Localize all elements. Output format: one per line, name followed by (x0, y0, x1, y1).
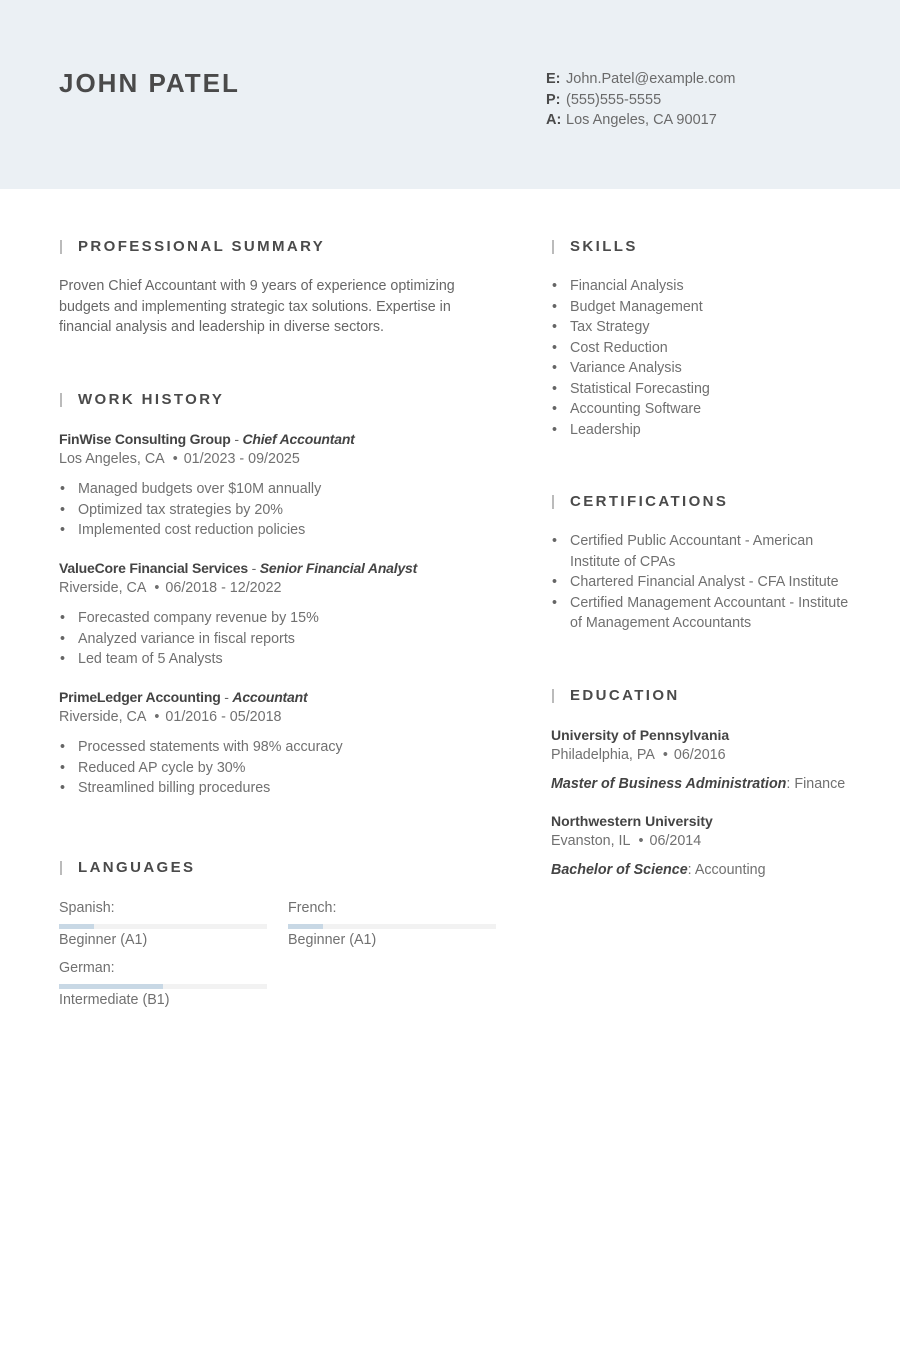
list-item: • Variance Analysis (551, 358, 861, 379)
section-heading (59, 858, 499, 878)
degree-name: Bachelor of Science (551, 862, 688, 878)
separator: - (220, 688, 233, 705)
heading-rule-icon (552, 240, 554, 254)
summary-section (59, 237, 499, 338)
separator: - (230, 430, 243, 447)
certifications-list (551, 531, 861, 634)
heading-text: EDUCATION (570, 686, 680, 704)
heading-rule-icon (60, 240, 62, 254)
languages-section (59, 858, 499, 1010)
job-location: Los Angeles, CA (59, 450, 165, 467)
language-item (59, 898, 267, 950)
job-meta (59, 578, 499, 599)
right-column (551, 237, 861, 881)
list-item: • Led team of 5 Analysts (59, 649, 499, 670)
degree-field: : Accounting (687, 862, 766, 878)
contact-label: P: (546, 91, 561, 108)
language-progress-track (59, 924, 267, 929)
heading-rule-icon (552, 689, 554, 703)
job-dates: 06/2018 - 12/2022 (165, 579, 282, 596)
graduation-date: 06/2014 (649, 832, 702, 849)
degree-line (551, 774, 861, 795)
contact-address (546, 110, 735, 131)
section-heading (59, 237, 499, 257)
list-item: • Analyzed variance in fiscal reports (59, 629, 499, 650)
job-bullets (59, 737, 499, 799)
phone-value: (555)555-5555 (566, 91, 662, 108)
list-item: • Reduced AP cycle by 30% (59, 758, 499, 779)
certifications-section (551, 492, 861, 634)
list-item: • Chartered Financial Analyst - CFA Institute (551, 572, 861, 593)
degree-line (551, 860, 861, 881)
job-dates: 01/2016 - 05/2018 (165, 708, 282, 725)
list-item: • Certified Public Accountant - American Institute of CPAs (551, 531, 861, 572)
job-entry (59, 429, 499, 541)
heading-text: LANGUAGES (78, 858, 196, 876)
resume-header (0, 0, 900, 189)
skills-list (551, 276, 861, 440)
bullet-dot-icon: • (154, 708, 160, 725)
bullet-dot-icon: • (172, 450, 178, 467)
company-name: ValueCore Financial Services (59, 559, 248, 576)
language-level: Beginner (A1) (288, 931, 377, 948)
left-column (59, 237, 499, 1010)
heading-text: PROFESSIONAL SUMMARY (78, 238, 326, 255)
list-item: • Processed statements with 98% accuracy (59, 737, 499, 758)
list-item: • Implemented cost reduction policies (59, 520, 499, 541)
heading-rule-icon (60, 393, 62, 407)
language-progress-fill (288, 924, 323, 929)
list-item: • Accounting Software (551, 399, 861, 420)
contact-block (546, 69, 735, 131)
language-name: German: (59, 959, 115, 976)
separator: - (247, 559, 260, 576)
education-meta (551, 831, 861, 852)
contact-label: A: (546, 112, 562, 128)
section-heading (551, 492, 861, 512)
school-name: Northwestern University (551, 812, 713, 829)
job-title: Chief Accountant (242, 430, 355, 447)
list-item: • Forecasted company revenue by 15% (59, 608, 499, 629)
list-item: • Leadership (551, 420, 861, 441)
list-item: • Managed budgets over $10M annually (59, 479, 499, 500)
language-name: Spanish: (59, 899, 115, 916)
bullet-dot-icon: • (154, 579, 160, 596)
education-meta (551, 745, 861, 766)
language-item (288, 898, 496, 950)
list-item: • Certified Management Accountant - Institute of Management Accountants (551, 593, 861, 634)
section-heading (551, 237, 861, 257)
job-bullets (59, 608, 499, 670)
summary-text: Proven Chief Accountant with 9 years of experience optimizing budgets and implementing strategic tax solutions. Expertise in financial analysis and leadership in diverse sectors. (59, 278, 455, 335)
job-dates: 01/2023 - 09/2025 (183, 450, 300, 467)
language-progress-fill (59, 924, 94, 929)
language-level: Intermediate (B1) (59, 991, 170, 1008)
language-progress-track (288, 924, 496, 929)
company-name: FinWise Consulting Group (59, 430, 231, 447)
job-title: Accountant (232, 688, 308, 705)
language-progress-fill (59, 984, 163, 989)
job-location: Riverside, CA (59, 579, 147, 596)
job-entry (59, 687, 499, 799)
job-heading (59, 558, 499, 578)
job-bullets (59, 479, 499, 541)
company-name: PrimeLedger Accounting (59, 688, 221, 705)
candidate-name: JOHN PATEL (59, 68, 240, 98)
list-item: • Financial Analysis (551, 276, 861, 297)
bullet-dot-icon: • (662, 746, 668, 763)
language-name: French: (288, 899, 337, 916)
language-level: Beginner (A1) (59, 931, 148, 948)
heading-rule-icon (552, 495, 554, 509)
heading-text: SKILLS (570, 238, 638, 255)
education-section (551, 686, 861, 881)
job-meta (59, 707, 499, 728)
list-item: • Statistical Forecasting (551, 379, 861, 400)
list-item: • Streamlined billing procedures (59, 778, 499, 799)
contact-email (546, 69, 735, 90)
language-item (59, 958, 267, 1010)
bullet-dot-icon: • (638, 832, 644, 849)
skills-section (551, 237, 861, 440)
job-title: Senior Financial Analyst (259, 559, 418, 576)
heading-text: CERTIFICATIONS (570, 493, 729, 510)
language-grid (59, 898, 499, 1010)
language-progress-track (59, 984, 267, 989)
contact-phone (546, 90, 735, 111)
work-history-section (59, 390, 499, 799)
list-item: • Cost Reduction (551, 338, 861, 359)
address-value: Los Angeles, CA 90017 (566, 112, 717, 128)
section-heading (59, 390, 499, 410)
education-entry (551, 811, 861, 881)
list-item: • Budget Management (551, 297, 861, 318)
job-heading (59, 687, 499, 707)
degree-field: : Finance (786, 776, 846, 792)
job-entry (59, 558, 499, 670)
school-location: Philadelphia, PA (551, 746, 655, 763)
education-entry (551, 725, 861, 795)
degree-name: Master of Business Administration (551, 776, 787, 792)
job-heading (59, 429, 499, 449)
heading-rule-icon (60, 861, 62, 875)
list-item: • Tax Strategy (551, 317, 861, 338)
section-heading (551, 686, 861, 706)
job-location: Riverside, CA (59, 708, 147, 725)
school-location: Evanston, IL (551, 832, 631, 849)
school-name: University of Pennsylvania (551, 726, 730, 743)
heading-text: WORK HISTORY (78, 390, 225, 408)
list-item: • Optimized tax strategies by 20% (59, 500, 499, 521)
graduation-date: 06/2016 (673, 746, 726, 763)
job-meta (59, 449, 499, 470)
contact-label: E: (546, 71, 561, 87)
email-value: John.Patel@example.com (566, 71, 736, 87)
